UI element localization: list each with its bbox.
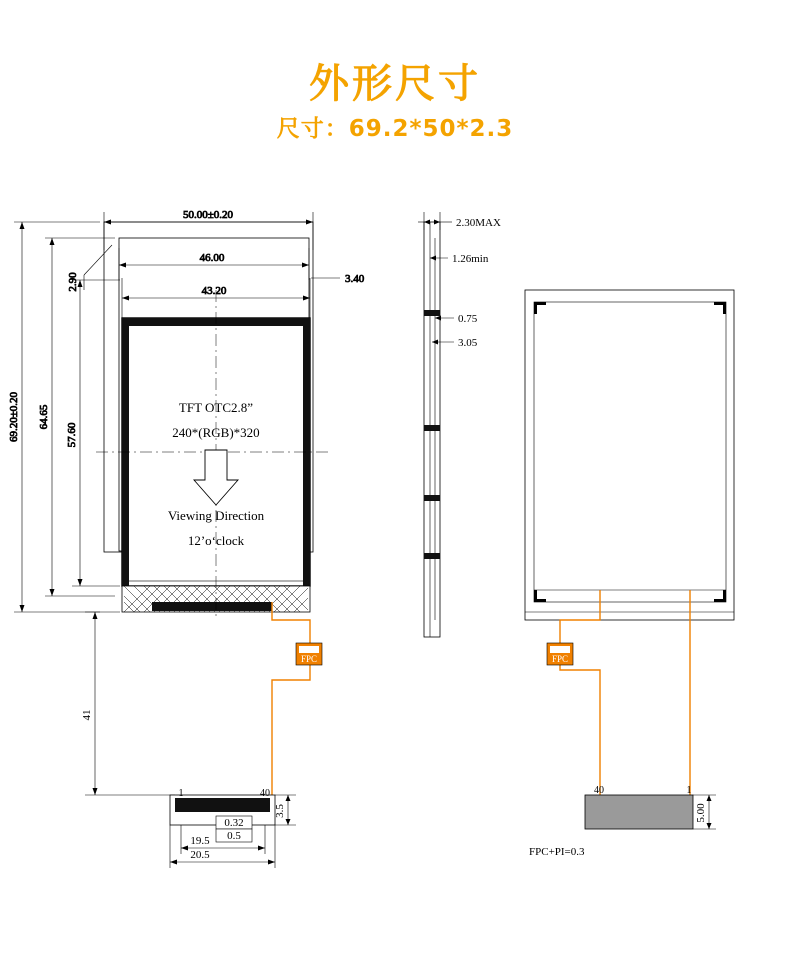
dim-edge-left-label: 2.90 <box>67 272 79 292</box>
side-view <box>418 212 501 637</box>
dim-075 <box>435 316 454 321</box>
back-pin-last: 1 <box>686 785 692 796</box>
panel-text-line3: Viewing Direction <box>167 508 265 523</box>
fpc-connector-front <box>296 643 322 665</box>
back-corner-bl <box>534 590 546 602</box>
side-tab-4 <box>424 553 440 559</box>
dim-height-57-label: 57.60 <box>66 422 78 448</box>
dim-075-label: 0.75 <box>458 313 478 325</box>
mechanical-drawing <box>0 150 790 974</box>
dim-edge-right-label: 3.40 <box>345 273 365 285</box>
side-tab-1 <box>424 310 440 316</box>
front-connector-bar <box>152 602 272 611</box>
dim-overall-height-label: 69.20±0.20 <box>8 391 20 443</box>
dim-overall-width-label: 50.00±0.20 <box>182 209 234 221</box>
dim-width-43-label: 43.20 <box>201 285 227 297</box>
dim-thickness-min-label: 1.26min <box>452 253 489 265</box>
front-view <box>8 209 365 620</box>
dim-width-46-label: 46.00 <box>199 252 225 264</box>
dim-height-64-label: 64.65 <box>38 404 50 430</box>
panel-text-line2: 240*(RGB)*320 <box>172 425 260 440</box>
dim-edge-left <box>84 245 112 290</box>
dim-overall-height <box>14 222 100 612</box>
back-corner-tl <box>534 302 546 314</box>
dim-thickness-min <box>430 256 448 261</box>
dim-thickness-max-label: 2.30MAX <box>456 217 501 229</box>
fpc-pi-note: FPC+PI=0.3 <box>529 846 585 858</box>
side-tab-2 <box>424 425 440 431</box>
fpc-tail-front <box>255 602 310 795</box>
fpc-connector-back <box>547 643 573 665</box>
fpc-tail-back <box>560 590 690 795</box>
page-subtitle: 尺寸：69.2*50*2.3 <box>276 116 514 142</box>
back-corner-br <box>714 590 726 602</box>
page-title: 外形尺寸 <box>309 61 481 107</box>
dim-305-label: 3.05 <box>458 337 478 349</box>
dim-thickness-max <box>418 212 452 230</box>
dim-fpc-length-label: 41 <box>81 709 93 721</box>
back-inner <box>534 302 726 602</box>
fpc-pad-back <box>585 785 693 829</box>
dim-back-height-label: 5.00 <box>695 803 707 823</box>
dim-fpc-width-195-label: 19.5 <box>190 835 210 847</box>
svg-text:FPC: FPC <box>300 654 318 664</box>
fpc-pitch-label: 0.32 <box>224 817 244 829</box>
dim-fpc-height-label: 3.5 <box>274 804 286 818</box>
back-view <box>525 290 734 620</box>
dim-fpc-length <box>85 612 175 795</box>
back-pin-first: 40 <box>594 785 604 796</box>
fpc-pad-front <box>170 788 275 842</box>
dim-fpc-width-205-label: 20.5 <box>190 849 210 861</box>
fpc-pin-last: 40 <box>260 788 270 799</box>
dim-height-57 <box>72 280 120 586</box>
fpc-pin-first: 1 <box>178 788 184 799</box>
side-tab-3 <box>424 495 440 501</box>
back-corner-tr <box>714 302 726 314</box>
svg-text:FPC: FPC <box>551 654 569 664</box>
fpc-pitch2-label: 0.5 <box>227 830 241 842</box>
panel-text-line1: TFT OTC2.8” <box>178 400 254 415</box>
panel-text-line4: 12’o‘clock <box>187 533 245 548</box>
back-outline <box>525 290 734 620</box>
